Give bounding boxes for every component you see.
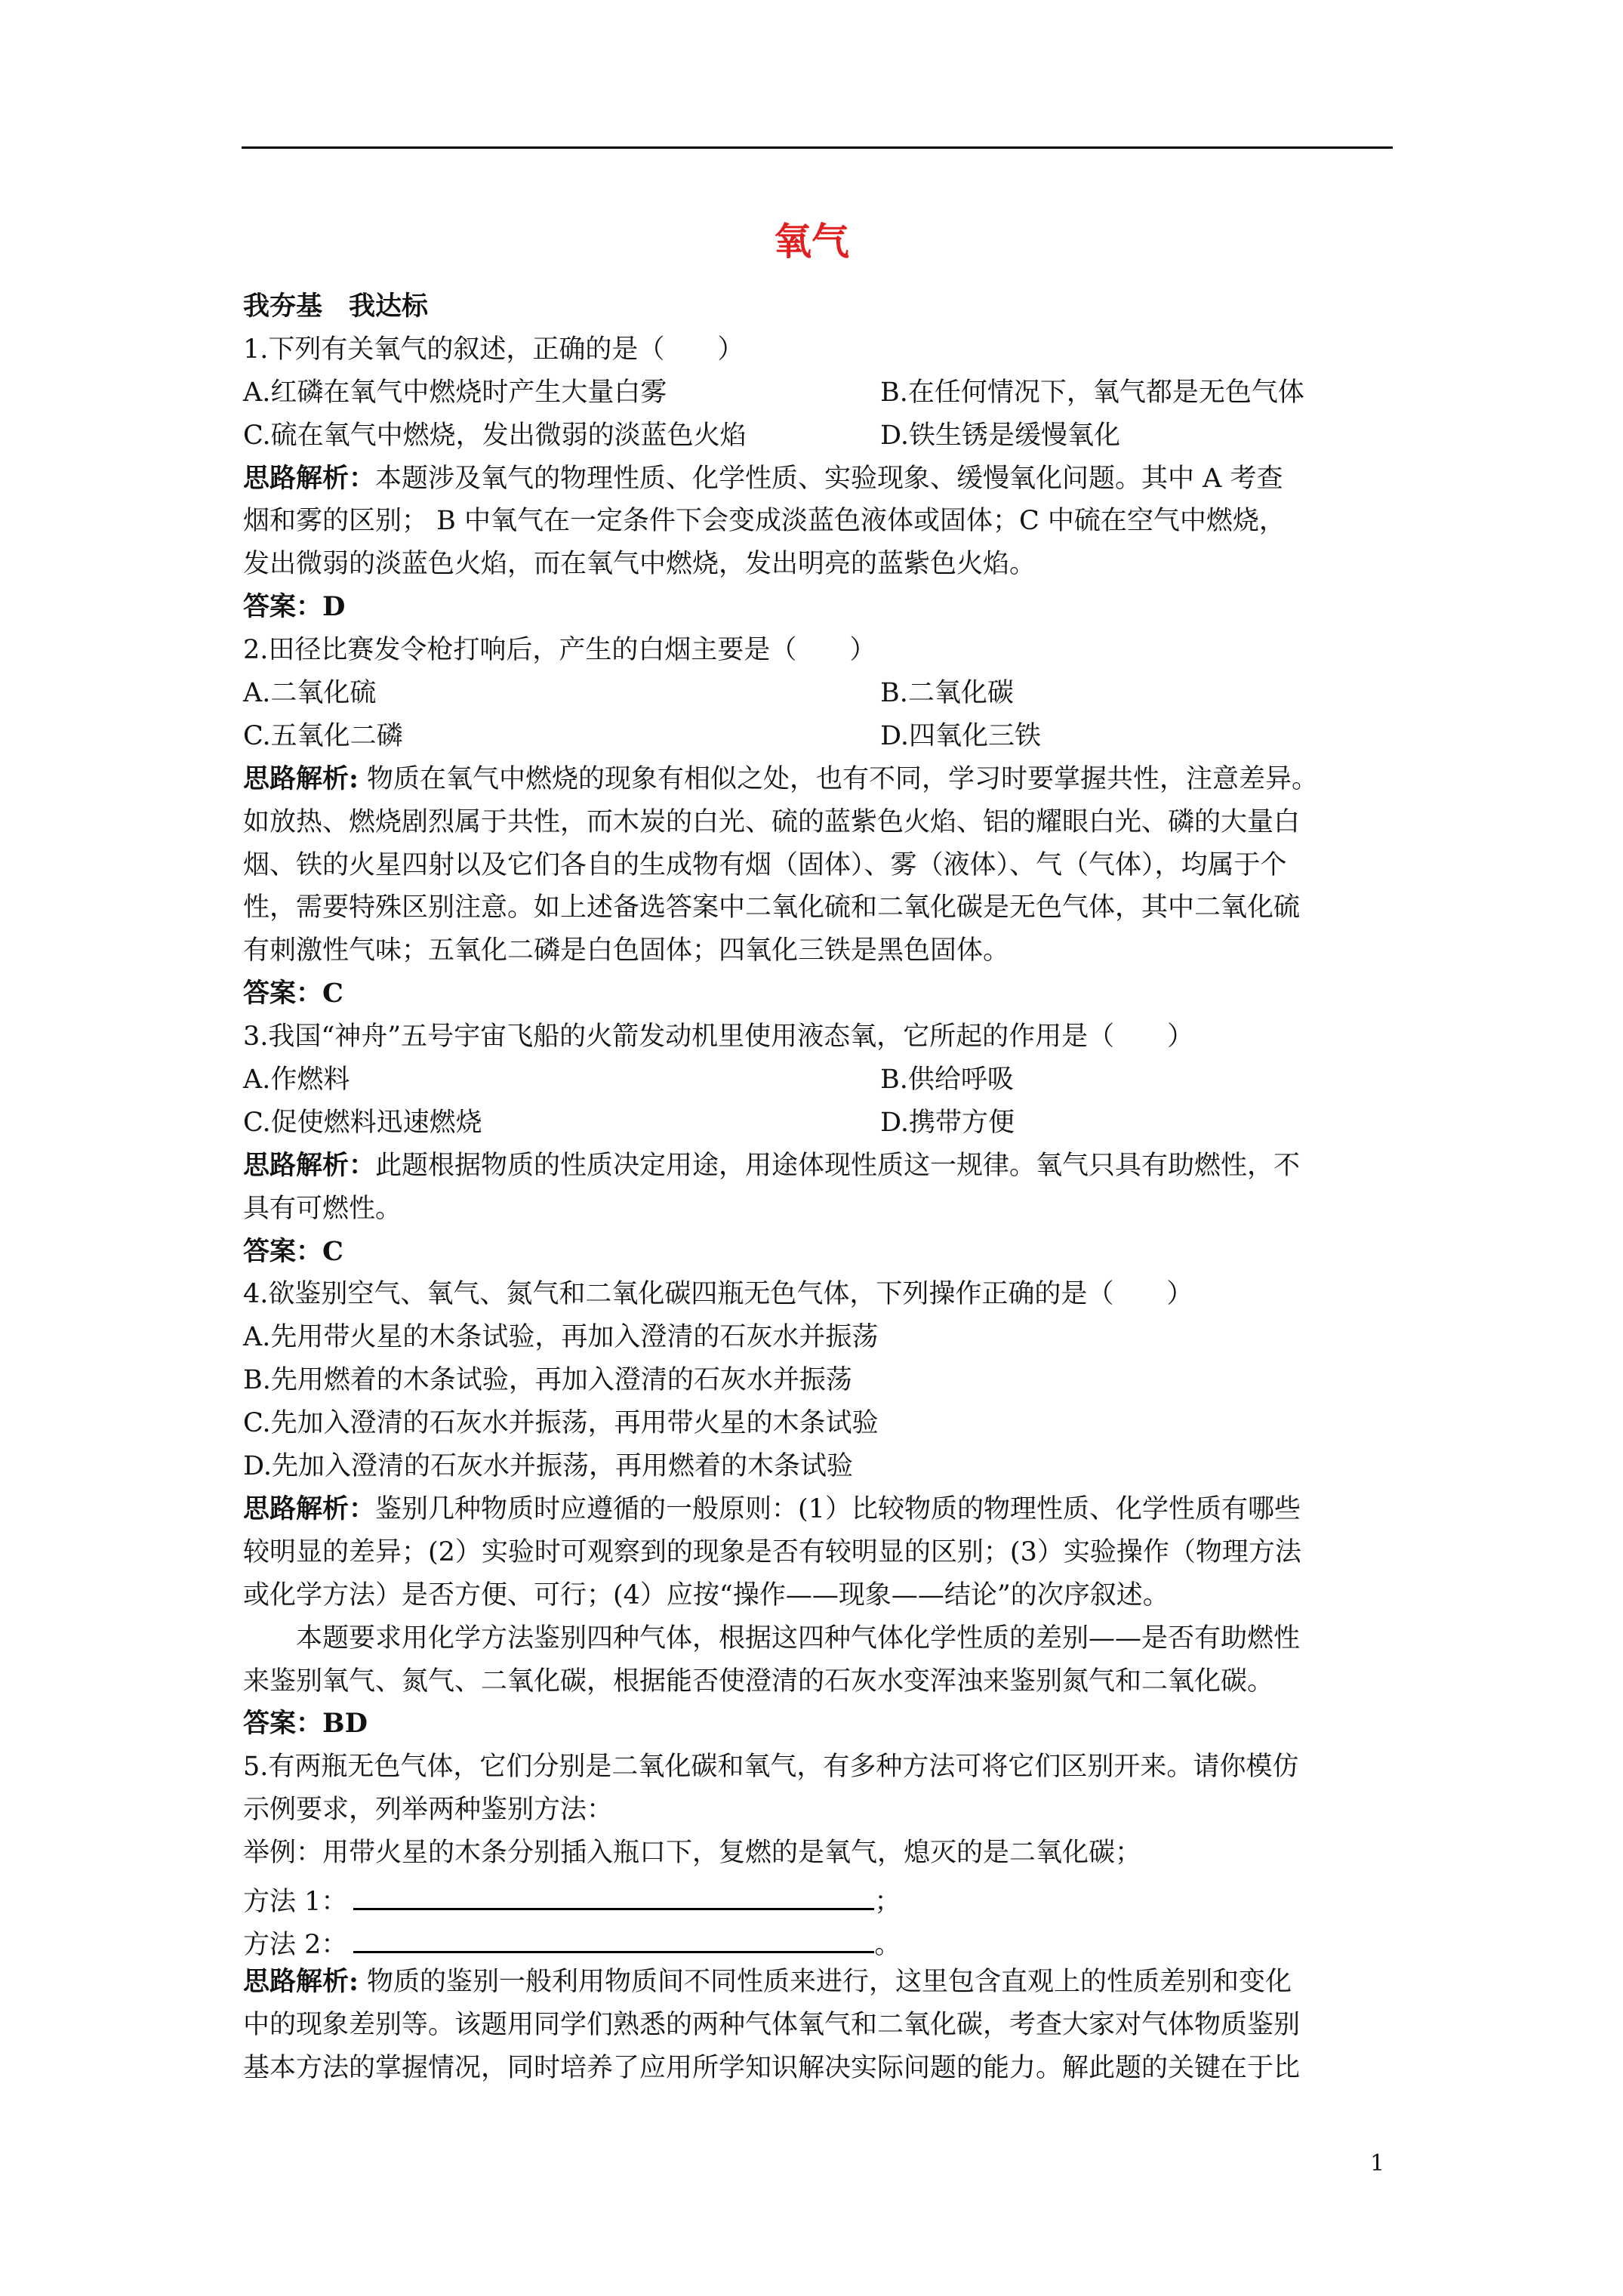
q2-option-a: A.二氧化硫 (243, 678, 377, 709)
q5-analysis-line: 中的现象差别等。该题用同学们熟悉的两种气体氧气和二氧化碳，考查大家对气体物质鉴别 (243, 2009, 1301, 2040)
q3-option-c: C.促使燃料迅速燃烧 (243, 1107, 482, 1138)
analysis-label: 思路解析： (243, 1493, 376, 1524)
q3-stem: 3.我国“神舟”五号宇宙飞船的火箭发动机里使用液态氧，它所起的作用是（ ） (243, 1022, 1194, 1052)
q4-analysis-paragraph: 来鉴别氧气、氮气、二氧化碳，根据能否使澄清的石灰水变浑浊来鉴别氮气和二氧化碳。 (243, 1666, 1274, 1697)
q1-option-d: D.铁生锈是缓慢氧化 (880, 420, 1120, 451)
page-title: 氧气 (774, 219, 849, 264)
analysis-text: 物质在氧气中燃烧的现象有相似之处，也有不同，学习时要掌握共性，注意差异。 (358, 763, 1319, 794)
q5-example: 举例：用带火星的木条分别插入瓶口下，复燃的是氧气，熄灭的是二氧化碳； (243, 1838, 1142, 1869)
analysis-label: 思路解析： (243, 462, 376, 494)
document-body (243, 285, 1392, 2089)
q5-analysis-line (243, 1961, 1392, 2004)
q4-analysis-line: 或化学方法）是否方便、可行；(4）应按“操作——现象——结论”的次序叙述。 (243, 1579, 1169, 1610)
page-number: 1 (1370, 2150, 1385, 2177)
q4-analysis-paragraph: 本题要求用化学方法鉴别四种气体，根据这四种气体化学性质的差别——是否有助燃性 (296, 1623, 1301, 1653)
q2-analysis-line: 烟、铁的火星四射以及它们各自的生成物有烟（固体）、雾（液体）、气（气体），均属于个 (243, 849, 1287, 880)
method-1-label: 方法 1： (243, 1886, 348, 1917)
q1-analysis-line: 烟和雾的区别； B 中氧气在一定条件下会变成淡蓝色液体或固体；C 中硫在空气中燃烧， (243, 506, 1286, 537)
method-2-blank[interactable] (353, 1918, 874, 1953)
q1-stem: 1.下列有关氧气的叙述，正确的是（ ） (243, 334, 744, 365)
method-2-end: 。 (874, 1929, 901, 1960)
q4-option-b: B.先用燃着的木条试验，再加入澄清的石灰水并振荡 (243, 1365, 852, 1396)
q2-option-c: C.五氧化二磷 (243, 720, 403, 751)
q5-method-1 (243, 1875, 1392, 1918)
q1-options-ab (243, 371, 1392, 415)
q2-analysis-line (243, 758, 1392, 801)
q2-options-cd (243, 715, 1392, 758)
q3-option-b: B.供给呼吸 (880, 1065, 1014, 1096)
analysis-label: 思路解析： (243, 1149, 376, 1181)
analysis-label: 思路解析: (243, 763, 359, 794)
q1-analysis-line: 发出微弱的淡蓝色火焰，而在氧气中燃烧，发出明亮的蓝紫色火焰。 (243, 549, 1036, 580)
analysis-label: 思路解析: (243, 1965, 359, 1997)
q4-option-c: C.先加入澄清的石灰水并振荡，再用带火星的木条试验 (243, 1408, 879, 1439)
q4-answer: 答案：BD (243, 1708, 368, 1740)
q2-analysis-line: 性，需要特殊区别注意。如上述备选答案中二氧化硫和二氧化碳是无色气体，其中二氧化硫 (243, 892, 1301, 923)
q2-analysis-line: 如放热、燃烧剧烈属于共性，而木炭的白光、硫的蓝紫色火焰、铝的耀眼白光、磷的大量白 (243, 806, 1301, 837)
analysis-text: 本题涉及氧气的物理性质、化学性质、实验现象、缓慢氧化问题。其中 A 考查 (375, 463, 1283, 494)
q2-stem: 2.田径比赛发令枪打响后，产生的白烟主要是（ ） (243, 635, 876, 666)
q1-options-cd (243, 415, 1392, 458)
q2-option-d: D.四氧化三铁 (880, 720, 1041, 751)
q5-method-2 (243, 1918, 1392, 1961)
method-1-blank[interactable] (353, 1875, 874, 1910)
analysis-text: 物质的鉴别一般利用物质间不同性质来进行，这里包含直观上的性质差别和变化 (358, 1966, 1292, 1997)
q4-analysis-line (243, 1488, 1392, 1531)
analysis-text: 此题根据物质的性质决定用途，用途体现性质这一规律。氧气只具有助燃性，不 (375, 1150, 1301, 1181)
q1-answer: 答案：D (243, 591, 346, 623)
method-2-label: 方法 2： (243, 1929, 348, 1960)
q3-answer: 答案：C (243, 1235, 343, 1267)
q4-option-d: D.先加入澄清的石灰水并振荡，再用燃着的木条试验 (243, 1451, 853, 1482)
q2-answer: 答案：C (243, 978, 343, 1009)
q3-analysis-line (243, 1145, 1392, 1188)
q5-analysis-line: 基本方法的掌握情况，同时培养了应用所学知识解决实际问题的能力。解此题的关键在于比 (243, 2052, 1301, 2083)
header-rule (242, 146, 1393, 149)
q2-analysis-line: 有刺激性气味；五氧化二磷是白色固体；四氧化三铁是黑色固体。 (243, 935, 1010, 966)
q3-options-cd (243, 1102, 1392, 1145)
q4-analysis-line: 较明显的差异；(2）实验时可观察到的现象是否有较明显的区别；(3）实验操作（物理方法 (243, 1536, 1301, 1567)
q3-analysis-line: 具有可燃性。 (243, 1193, 402, 1224)
q1-option-b: B.在任何情况下，氧气都是无色气体 (880, 377, 1304, 408)
q2-option-b: B.二氧化碳 (880, 678, 1014, 709)
section-heading: 我夯基 我达标 (243, 291, 429, 322)
analysis-text: 鉴别几种物质时应遵循的一般原则：(1）比较物质的物理性质、化学性质有哪些 (375, 1493, 1301, 1524)
method-1-end: ； (874, 1886, 901, 1917)
q3-option-d: D.携带方便 (880, 1107, 1015, 1138)
q5-stem: 示例要求，列举两种鉴别方法： (243, 1795, 614, 1826)
q3-options-ab (243, 1059, 1392, 1102)
q1-option-c: C.硫在氧气中燃烧，发出微弱的淡蓝色火焰 (243, 420, 747, 451)
q1-option-a: A.红磷在氧气中燃烧时产生大量白雾 (243, 377, 667, 408)
q2-options-ab (243, 672, 1392, 715)
q3-option-a: A.作燃料 (243, 1065, 350, 1096)
q4-stem: 4.欲鉴别空气、氧气、氮气和二氧化碳四瓶无色气体，下列操作正确的是（ ） (243, 1279, 1193, 1310)
q1-analysis-line (243, 458, 1392, 501)
q5-stem: 5.有两瓶无色气体，它们分别是二氧化碳和氧气，有多种方法可将它们区别开来。请你模仿 (243, 1752, 1299, 1783)
q4-option-a: A.先用带火星的木条试验，再加入澄清的石灰水并振荡 (243, 1322, 879, 1353)
